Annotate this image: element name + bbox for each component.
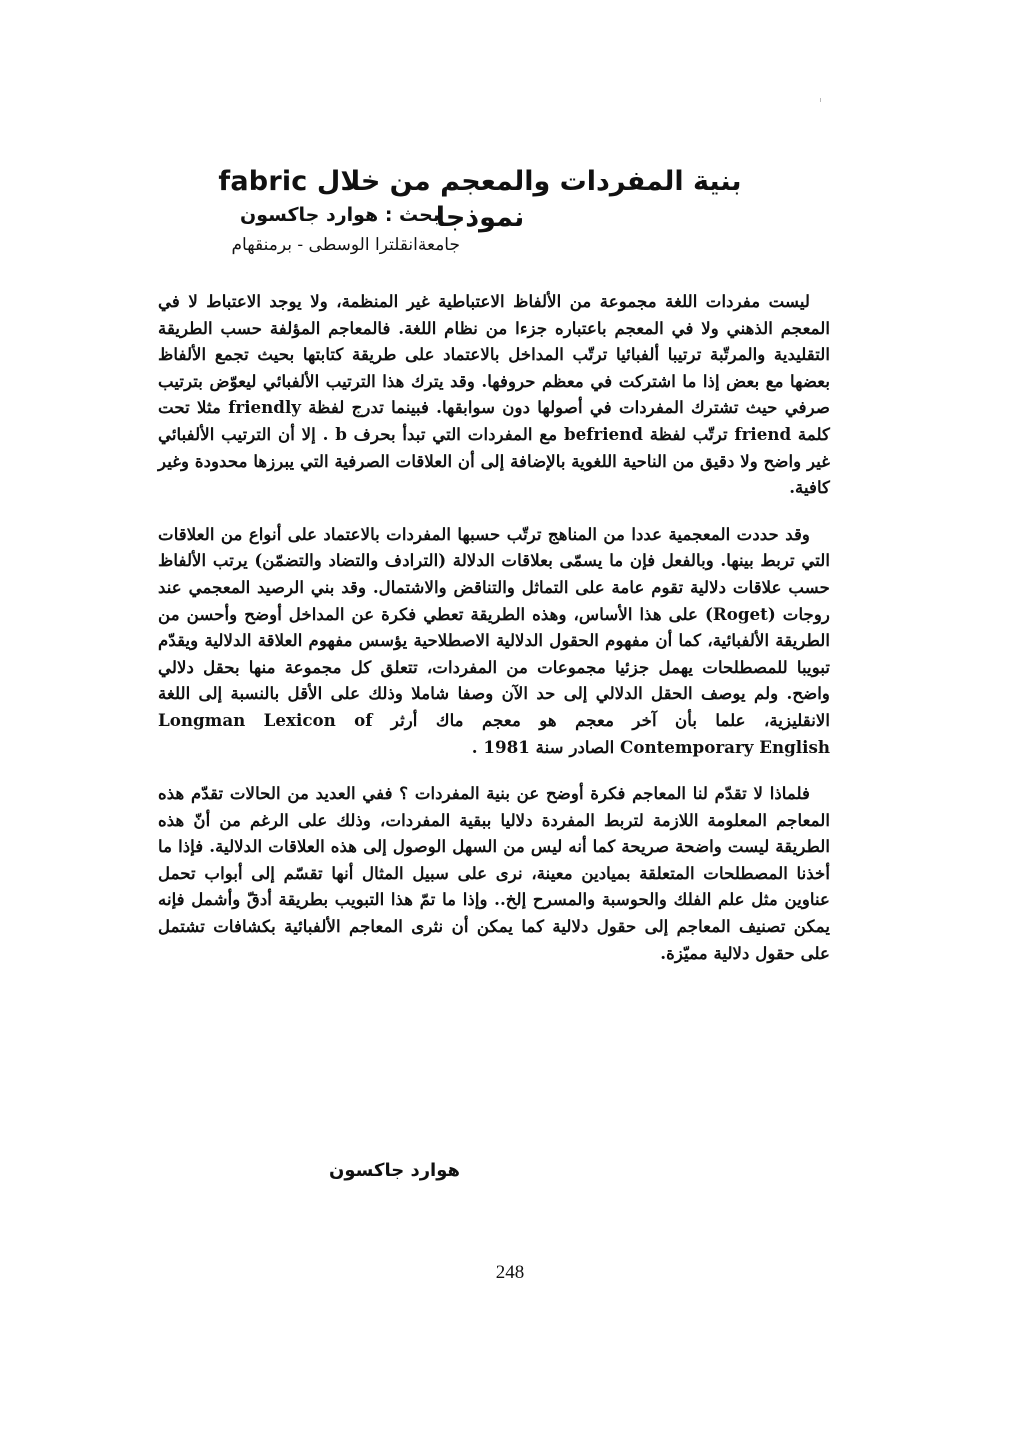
paragraph: فلماذا لا تقدّم لنا المعاجم فكرة أوضح عن بنية المفردات ؟ ففي العديد من الحالات تقدّم هذه المعاجم المعلومة اللازمة لتربط المفردة دلاليا ببقية المفردات، وذلك على الرغم من أنّ هذه الطريقة ليست واضحة صريحة كما أنه ليس من السهل الوصول إلى هذه العلاقات الدلالية. فإذا ما أخذنا المصطلحات المتعلقة بميادين معينة، نرى على سبيل المثال أنها تقسّم إلى أبواب تحمل عناوين مثل علم الفلك والحوسبة والمسرح إلخ.. وإذا ما تمّ هذا التبويب بطريقة أدقّ وأشمل فإنه يمكن تصنيف المعاجم إلى حقول دلالية كما يمكن أن نثرى المعاجم الألفبائية بكشافات تشتمل على حقول دلالية مميّزة. [158,783,830,963]
article-body [158,288,830,986]
author-block [200,200,460,260]
scan-speck [820,98,821,102]
paragraph: ليست مفردات اللغة مجموعة من الألفاظ الاعتباطية غير المنظمة، ولا يوجد الاعتباط لا في المعجم الذهني ولا في المعجم باعتباره جزءا من نظام اللغة. فالمعاجم المؤلفة حسب الطريقة التقليدية والمرتّبة ترتيبا ألفبائيا ترتّب المداخل بالاعتماد على طريقة كتابتها بحيث تجمع الألفاظ بعضها مع بعض إذا ما اشتركت في معظم حروفها. وقد يترك هذا الترتيب الألفبائي ليعوّض بترتيب صرفي حيث تشترك المفردات في أصولها دون سوابقها. فبينما تدرج لفظة friendly مثلا تحت كلمة friend ترتّب لفظة befriend مع المفردات التي تبدأ بحرف b . إلا أن الترتيب الألفبائي غير واضح ولا دقيق من الناحية اللغوية بالإضافة إلى أن العلاقات الصرفية التي يبرزها محدودة وغير كافية. [157,291,830,498]
author-affiliation: جامعةانقلترا الوسطى - برمنقهام [231,235,460,255]
article-title: بنية المفردات والمعجم من خلال fabric نموذجا [218,166,742,234]
author-signature: هوارد جاكسون [329,1160,460,1181]
author-line: بحث : هوارد جاكسون [239,204,440,226]
paragraph: وقد حددت المعجمية عددا من المناهج ترتّب حسبها المفردات بالاعتماد على أنواع من العلاقات التي تربط بينها. وبالفعل فإن ما يسمّى بعلاقات الدلالة (الترادف والتضاد والتضمّن) يرتب الألفاظ حسب علاقات دلالية تقوم عامة على التماثل والتناقض والاشتمال. وقد بني الرصيد المعجمي عند روجات (Roget) على هذا الأساس، وهذه الطريقة تعطي فكرة عن المداخل أوضح وأحسن من الطريقة الألفبائية، كما أن مفهوم الحقول الدلالية الاصطلاحية يؤسس مفهوم العلاقة الدلالية ويقدّم تبويبا للمصطلحات يهمل جزئيا مجموعات من المفردات، تتعلق كل مجموعة منها بحقل دلالي واضح. ولم يوصف الحقل الدلالي إلى حد الآن وصفا شاملا وذلك على الأقل بالنسبة إلى اللغة الانقليزية، علما بأن آخر معجم هو معجم ماك أرثر Longman Lexicon of Contemporary English الصادر سنة 1981 . [158,523,830,757]
page-number: 248 [495,1262,525,1283]
